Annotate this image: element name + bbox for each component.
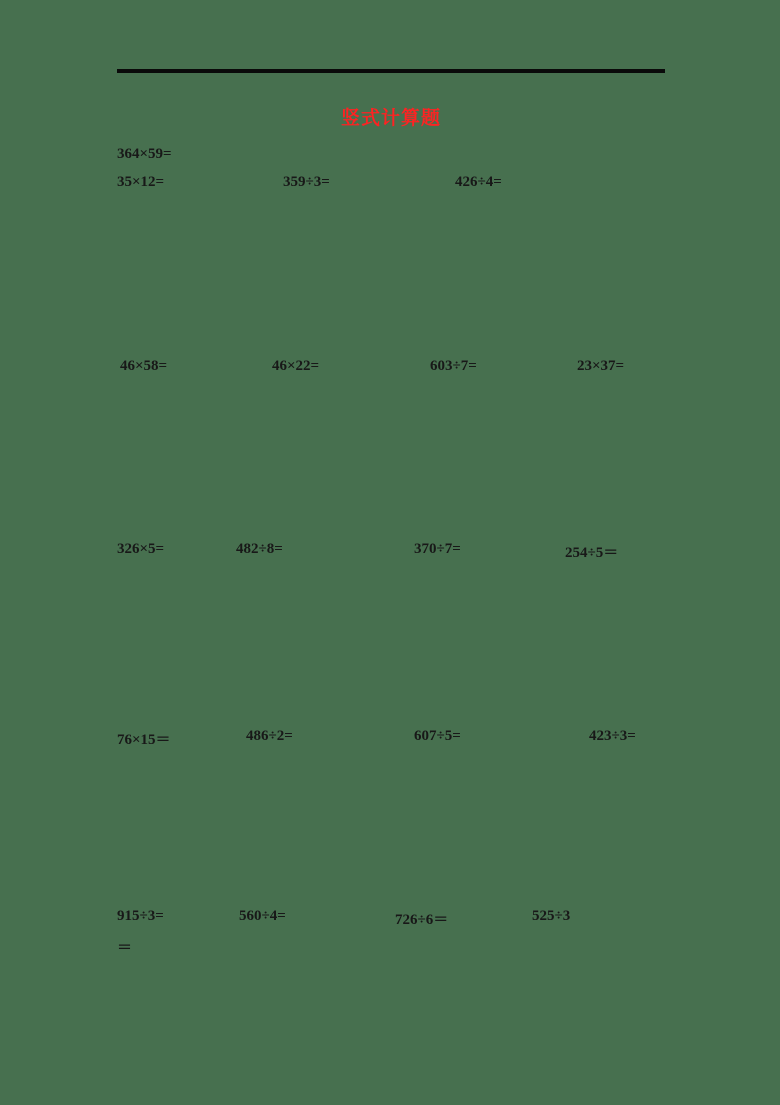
problem-726d6: 726÷6＝ [395, 912, 449, 928]
problem-603d7: 603÷7= [430, 358, 477, 374]
problem-482d8: 482÷8= [236, 541, 283, 557]
problem-423d3: 423÷3= [589, 728, 636, 744]
problem-76x15: 76×15＝ [117, 732, 171, 748]
problem-525d3: 525÷3 [532, 908, 571, 924]
problem-23x37: 23×37= [577, 358, 625, 374]
problem-486d2: 486÷2= [246, 728, 293, 744]
problem-426d4: 426÷4= [455, 174, 502, 190]
problem-364x59: 364×59= [117, 146, 172, 162]
problem-370d7: 370÷7= [414, 541, 461, 557]
problem-46x58: 46×58= [120, 358, 168, 374]
problem-915d3: 915÷3= [117, 908, 164, 924]
problem-254d5: 254÷5＝ [565, 545, 619, 561]
problem-46x22: 46×22= [272, 358, 320, 374]
problem-560d4: 560÷4= [239, 908, 286, 924]
problem-326x5: 326×5= [117, 541, 165, 557]
page-title: 竖式计算题 [340, 108, 441, 129]
problem-607d5: 607÷5= [414, 728, 461, 744]
problem-35x12: 35×12= [117, 174, 165, 190]
top-divider [117, 69, 665, 73]
trailing-equals: ＝ [117, 940, 133, 956]
problem-359d3: 359÷3= [283, 174, 330, 190]
